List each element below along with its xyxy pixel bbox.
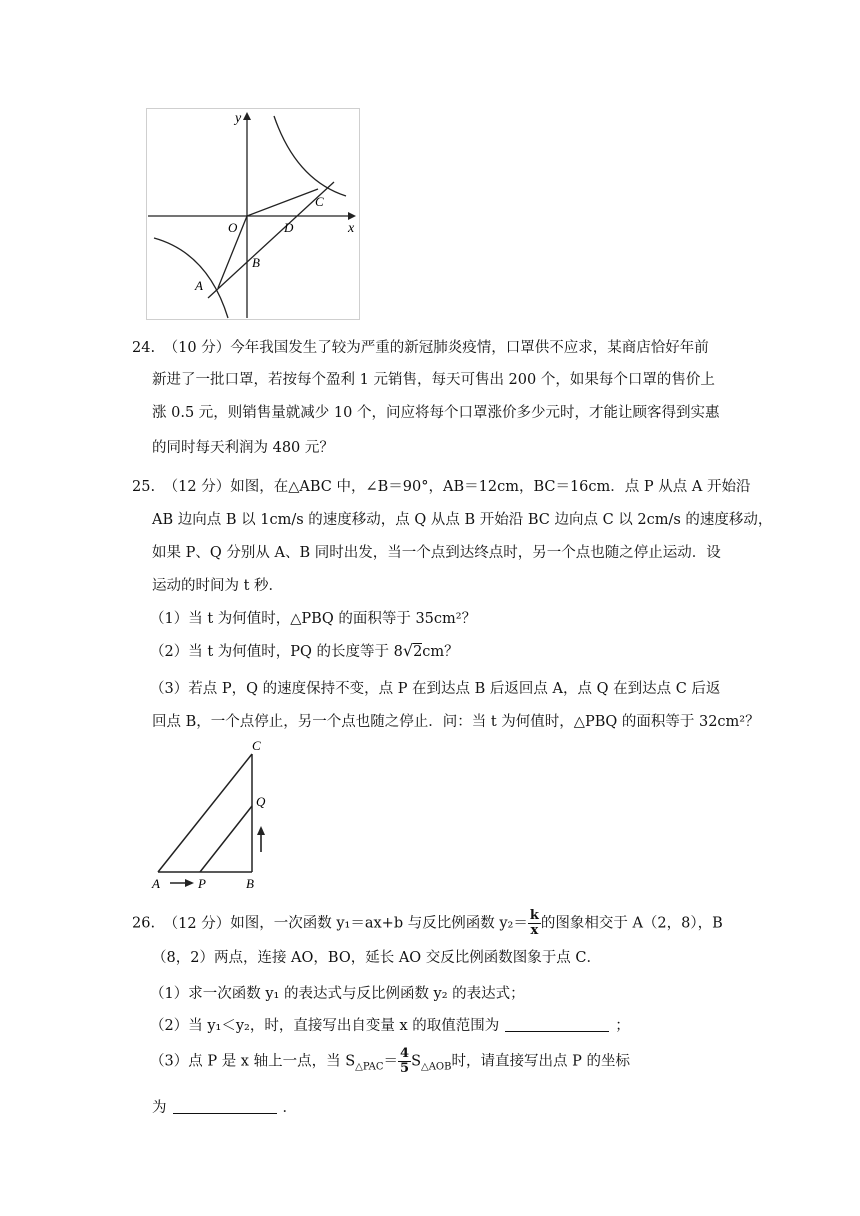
answer-blank-1[interactable]: [505, 1017, 609, 1032]
label-c: C: [315, 194, 324, 209]
label-a: A: [152, 876, 160, 891]
side-ac: [158, 754, 252, 872]
q26-part-2-end: ；: [615, 1018, 630, 1034]
fraction-denominator: 5: [400, 1061, 410, 1076]
q26-number: 26.: [132, 915, 156, 932]
label-b: B: [252, 255, 260, 270]
figure-hyperbola-graph: [146, 108, 360, 320]
q26-part-3: [150, 1047, 740, 1080]
q25-line-2: AB 边向点 B 以 1cm/s 的速度移动，点 Q 从点 B 开始沿 BC 边向点 C 以 2cm/s 的速度移动，: [152, 512, 773, 528]
fraction-4-5: [398, 1047, 411, 1076]
x-axis-arrow-icon: [348, 212, 356, 220]
area-sub-pac: △PAC: [355, 1061, 384, 1073]
figure-triangle: [148, 734, 278, 892]
q25-line-4: 运动的时间为 t 秒．: [152, 578, 284, 594]
q26-part-3-answer: [152, 1096, 742, 1117]
area-sub-aob: △AOB: [421, 1061, 452, 1073]
label-a: A: [195, 278, 203, 293]
q24-line-1: 今年我国发生了较为严重的新冠肺炎疫情，口罩供不应求，某商店恰好年前: [230, 340, 709, 356]
label-b: B: [246, 876, 254, 891]
q25-line-1: 如图，在△ABC 中，∠B＝90°，AB＝12cm，BC＝16cm．点 P 从点 A 开始沿: [230, 479, 751, 495]
q25-part-1: （1）当 t 为何值时，△PBQ 的面积等于 35cm²？: [150, 611, 477, 627]
arrow-right-icon: [185, 879, 194, 887]
q26-part-3-wei: 为: [152, 1100, 167, 1116]
q24-line-2: 新进了一批口罩，若按每个盈利 1 元销售，每天可售出 200 个，如果每个口罩的售价上: [152, 372, 715, 388]
segment-pq: [200, 806, 252, 872]
y-axis-arrow-icon: [243, 112, 251, 120]
q26-part-1: （1）求一次函数 y₁ 的表达式与反比例函数 y₂ 的表达式；: [150, 986, 525, 1002]
q24-header: [132, 337, 709, 359]
q26-part-2: [150, 1014, 740, 1035]
q25-part-2-text: （2）当 t 为何值时，PQ 的长度等于 8: [150, 644, 403, 660]
fraction-numerator: k: [529, 908, 539, 923]
answer-blank-2[interactable]: [173, 1099, 277, 1114]
q26-score: （12 分）: [163, 915, 231, 932]
sqrt-symbol: √: [402, 641, 414, 660]
hyperbola-branch-1: [274, 116, 346, 196]
label-p: P: [198, 876, 206, 891]
label-q: Q: [256, 794, 266, 809]
label-o: O: [228, 220, 238, 235]
sqrt-radicand: 2: [413, 644, 423, 660]
arrow-up-icon: [257, 826, 265, 835]
label-c: C: [252, 738, 261, 753]
hyperbola-branch-3: [154, 238, 228, 318]
q25-header: [132, 475, 750, 496]
segment-oc: [247, 189, 318, 216]
q25-part-3-b: 回点 B，一个点停止，另一个点也随之停止．问：当 t 为何值时，△PBQ 的面积等于 32cm²？: [152, 714, 760, 730]
fraction-denominator: x: [530, 923, 539, 938]
q26-part-2-text: （2）当 y₁＜y₂，时，直接写出自变量 x 的取值范围为: [150, 1018, 500, 1034]
q25-score: （12 分）: [163, 479, 231, 495]
q26-part-3-tail: 时，请直接写出点 P 的坐标: [451, 1053, 630, 1070]
q24-number: 24.: [132, 340, 156, 356]
area-s: S: [411, 1053, 421, 1070]
q26-part-3-period: ．: [282, 1100, 297, 1116]
q26-header: [132, 909, 723, 938]
fraction-numerator: 4: [400, 1046, 410, 1061]
q24-line-3: 涨 0.5 元，则销售量就减少 10 个，问应将每个口罩涨价多少元时，才能让顾客得到实惠: [152, 405, 720, 421]
label-x: x: [348, 221, 355, 236]
q25-part-2: [150, 640, 740, 661]
q25-part-2-unit: cm？: [422, 644, 459, 660]
equals-sign: ＝: [383, 1053, 399, 1070]
q26-line-2: （8，2）两点，连接 AO，BO，延长 AO 交反比例函数图象于点 C．: [152, 950, 602, 966]
q25-line-3: 如果 P、Q 分别从 A、B 同时出发，当一个点到达终点时，另一个点也随之停止运动．设: [152, 545, 721, 561]
q24-line-4: 的同时每天利润为 480 元？: [152, 440, 334, 456]
fraction-k-over-x: [528, 909, 541, 938]
label-d: D: [284, 220, 294, 235]
q26-part-3-text: （3）点 P 是 x 轴上一点，当 S: [150, 1053, 356, 1070]
q25-part-3-a: （3）若点 P，Q 的速度保持不变，点 P 在到达点 B 后返回点 A，点 Q 在到达点 C 后返: [150, 681, 721, 697]
q24-score: （10 分）: [163, 340, 231, 356]
q26-line-1a: 如图，一次函数 y₁＝ax+b 与反比例函数 y₂＝: [230, 915, 528, 932]
q25-number: 25.: [132, 479, 156, 495]
label-y: y: [235, 111, 242, 126]
q26-line-1b: 的图象相交于 A（2，8），B: [540, 915, 723, 932]
